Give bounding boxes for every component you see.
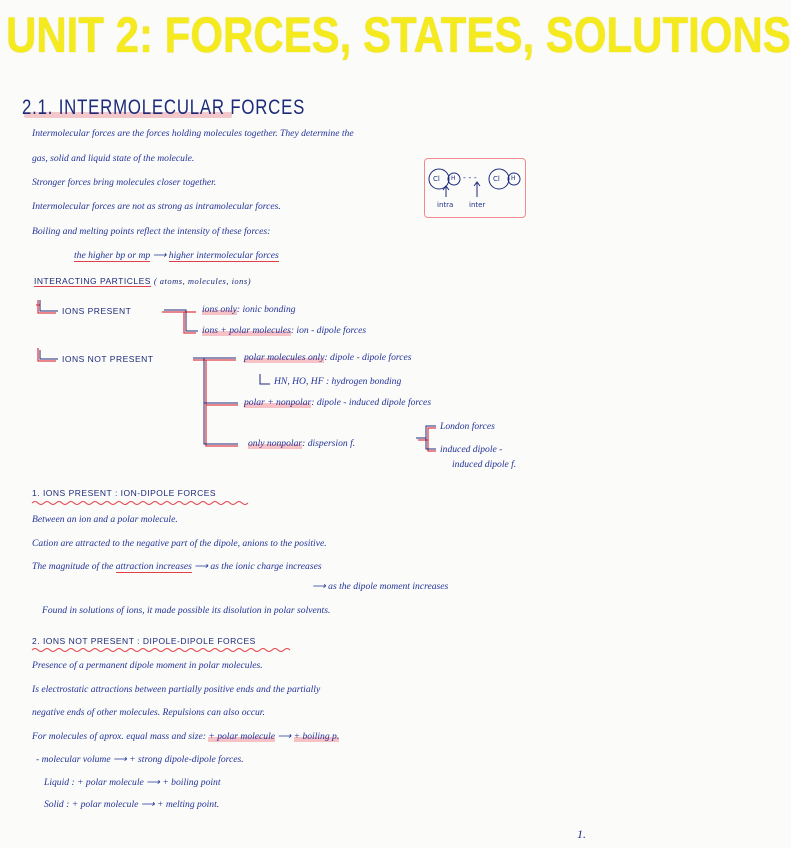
polar-only-result: : dipole - dipole forces <box>324 352 412 363</box>
ions-only-result: : ionic bonding <box>236 304 296 315</box>
polar-only-line <box>244 352 412 363</box>
polar-nonpolar: polar + nonpolar <box>244 397 312 408</box>
arrow-icon: ⟶ <box>277 731 294 742</box>
intro-line-4: Intermolecular forces are not as strong as intramolecular forces. <box>32 201 281 212</box>
ions-not-present-label: IONS NOT PRESENT <box>62 354 154 364</box>
dipole-moment-text: as the dipole moment increases <box>328 581 449 592</box>
sub2-line-4 <box>32 731 339 742</box>
interacting-title: INTERACTING PARTICLES <box>34 276 151 286</box>
ions-polar-line <box>202 325 366 336</box>
sub1-heading: 1. IONS PRESENT : ION-DIPOLE FORCES <box>32 488 217 498</box>
atom-h-2: H <box>511 175 516 182</box>
nonpolar-line <box>248 438 355 449</box>
hbond-line: HN, HO, HF : hydrogen bonding <box>274 376 402 387</box>
ions-polar-result: : ion - dipole forces <box>290 325 367 336</box>
atom-cl-1: Cl <box>433 175 440 183</box>
ions-only-line <box>202 304 296 315</box>
melting-point-text: + melting point. <box>156 799 220 810</box>
intro-line-2: gas, solid and liquid state of the molecule. <box>32 153 195 164</box>
liquid-text: Liquid : + polar molecule <box>44 777 144 788</box>
ions-polar: ions + polar molecules <box>202 325 291 336</box>
nonpolar-only: only nonpolar <box>248 438 303 449</box>
sub1-line-1: Between an ion and a polar molecule. <box>32 514 178 525</box>
intro-line-1: Intermolecular forces are the forces holding molecules together. They determine the <box>32 128 354 139</box>
attraction-increases: attraction increases <box>115 561 192 572</box>
intro-line-3: Stronger forces bring molecules closer together. <box>32 177 217 188</box>
aprox-text: For molecules of aprox. equal mass and size: <box>32 731 206 742</box>
atom-h-1: H <box>451 175 456 182</box>
intro-line-5: Boiling and melting points reflect the intensity of these forces: <box>32 226 271 237</box>
label-inter: inter <box>469 201 486 209</box>
ionic-charge-text: as the ionic charge increases <box>210 561 322 572</box>
magnitude-text: The magnitude of the <box>32 561 114 572</box>
arrow-icon: ⟶ <box>146 777 163 788</box>
higher-bp-text: the higher bp or mp <box>74 250 151 261</box>
arrow-icon: ⟶ <box>113 754 130 765</box>
molecular-volume: - molecular volume <box>36 754 111 765</box>
page-number: 1. <box>577 827 586 841</box>
sub1-line-5: Found in solutions of ions, it made possible its disolution in polar solvents. <box>42 605 331 616</box>
induced-2: induced dipole f. <box>452 459 517 470</box>
interacting-paren: ( atoms, molecules, ions) <box>153 276 252 286</box>
nonpolar-result: : dispersion f. <box>302 438 356 449</box>
polar-molecule-plus: + polar molecule <box>208 731 276 742</box>
boiling-plus: + boiling p. <box>293 731 340 742</box>
sub2-line-7 <box>44 799 219 810</box>
label-intra: intra <box>437 201 454 209</box>
sub1-line-2: Cation are attracted to the negative part of the dipole, anions to the positive. <box>32 538 327 549</box>
arrow-icon: ⟶ <box>140 799 157 810</box>
sub2-line-6 <box>44 777 221 788</box>
sub2-line-3: negative ends of other molecules. Repulsions can also occur. <box>32 707 265 718</box>
sub1-line-3 <box>32 561 322 572</box>
sub2-heading: 2. IONS NOT PRESENT : DIPOLE-DIPOLE FORCES <box>32 636 256 646</box>
sub2-line-5 <box>36 754 244 765</box>
sub2-line-1: Presence of a permanent dipole moment in polar molecules. <box>32 660 263 671</box>
sub1-line-4 <box>312 581 448 592</box>
arrow-icon: ⟶ <box>312 581 329 592</box>
polar-nonpolar-line <box>244 397 431 408</box>
atom-cl-2: Cl <box>493 175 500 183</box>
arrow-icon: ⟶ <box>194 561 211 572</box>
sub2-line-2: Is electrostatic attractions between partially positive ends and the partially <box>32 684 321 695</box>
strong-dd: + strong dipole-dipole forces. <box>129 754 244 765</box>
section-heading: 2.1. INTERMOLECULAR FORCES <box>22 96 306 119</box>
unit-title: UNIT 2: FORCES, STATES, SOLUTIONS <box>6 7 791 63</box>
arrow-icon: ⟶ <box>152 250 169 261</box>
polar-nonpolar-result: : dipole - induced dipole forces <box>311 397 432 408</box>
ions-only: ions only <box>202 304 237 315</box>
ions-present-label: IONS PRESENT <box>62 306 132 316</box>
london-forces: London forces <box>440 421 495 432</box>
boiling-point-text: + boiling point <box>162 777 221 788</box>
solid-text: Solid : + polar molecule <box>44 799 139 810</box>
inter-bond: - - - <box>463 173 477 182</box>
polar-only: polar molecules only <box>244 352 325 363</box>
higher-forces-text: higher intermolecular forces <box>168 250 279 261</box>
induced-1: induced dipole - <box>440 444 503 455</box>
